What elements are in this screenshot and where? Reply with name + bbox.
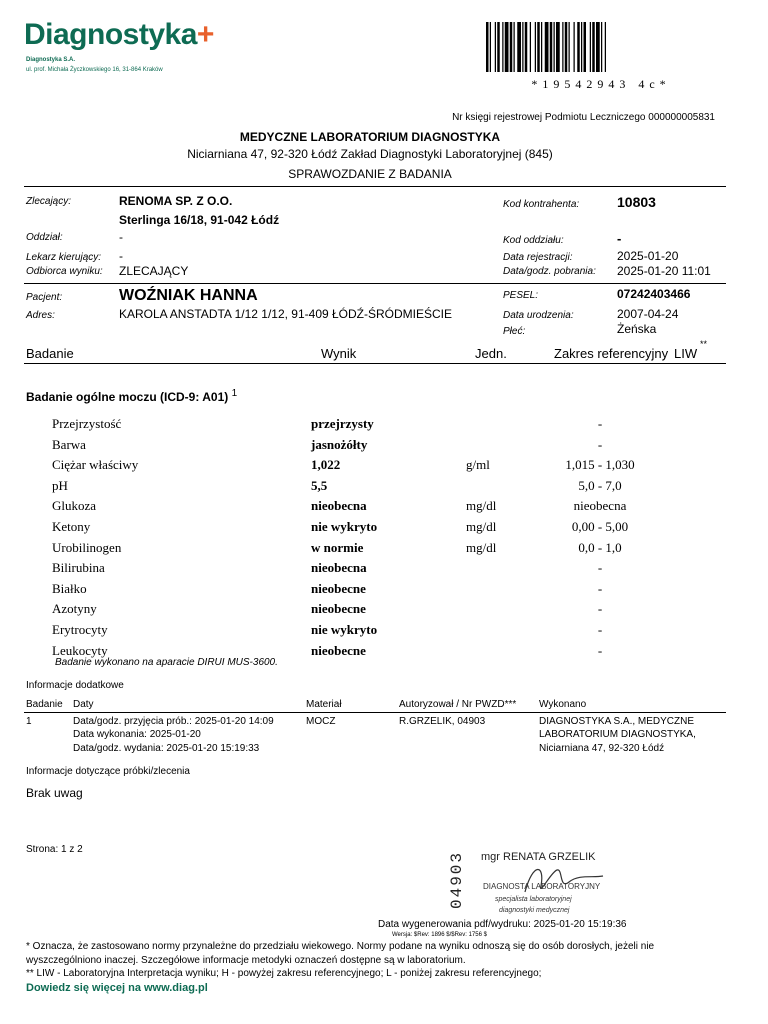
add-col-wykonano: Wykonano (539, 699, 587, 710)
test-name: Białko (52, 580, 87, 596)
divider (24, 712, 726, 713)
add-row-date-issued: Data/godz. wydania: 2025-01-20 15:19:33 (73, 743, 260, 754)
barcode-bar (486, 22, 489, 72)
barcode-bar (592, 22, 595, 72)
add-row-authorized: R.GRZELIK, 04903 (399, 716, 486, 727)
test-result: nieobecne (311, 601, 366, 617)
barcode-bar (522, 22, 523, 72)
section-title: Badanie ogólne moczu (ICD-9: A01) $^1$ (26, 388, 238, 404)
test-result: 5,5 (311, 477, 328, 493)
zlecajacy-name: RENOMA SP. Z O.O. (119, 194, 233, 208)
additional-title: Informacje dodatkowe (26, 680, 124, 691)
barcode-bar (569, 22, 570, 72)
test-result: przejrzysty (311, 416, 374, 431)
col-wynik: Wynik (321, 346, 357, 361)
barcode-bar (505, 22, 509, 72)
test-range: 0,0 - 1,0 (578, 539, 622, 555)
test-range: 1,015 - 1,030 (565, 457, 635, 473)
lab-address: Niciarniana 47, 92-320 Łódź Zakład Diagnostyki Laboratoryjnej (845) (187, 147, 553, 161)
page-number: Strona: 1 z 2 (26, 844, 83, 855)
col-liw: LIW (674, 346, 698, 361)
barcode-bar (525, 22, 528, 72)
test-name: Erytrocyty (52, 622, 108, 637)
test-range: - (597, 560, 603, 576)
barcode-bar (545, 22, 549, 72)
barcode-bar (541, 22, 542, 72)
plus-icon: + (196, 18, 214, 51)
test-unit: mg/dl (466, 539, 497, 555)
stamp-line3: diagnostyki medycznej (499, 907, 570, 914)
pesel-label: PESEL: (503, 290, 539, 301)
add-col-autoryzowal: Autoryzował / Nr PWZD*** (399, 699, 517, 710)
add-row-material: MOCZ (306, 716, 336, 727)
barcode-bar (495, 22, 496, 72)
liw-footnote-mark: ** (700, 339, 708, 349)
data-pobrania-label: Data/godz. pobrania: (503, 266, 596, 277)
divider (24, 363, 726, 364)
barcode-bar (510, 22, 513, 72)
col-badanie: Badanie (26, 346, 74, 361)
test-name: pH (52, 477, 68, 493)
barcode-image (486, 22, 716, 72)
lekarz: - (119, 249, 123, 263)
add-row-date-received: Data/godz. przyjęcia prób.: 2025-01-20 14:09 (73, 716, 274, 727)
patient-address: KAROLA ANSTADTA 1/12 1/12, 91-409 ŁÓDŹ-ŚRÓDMIEŚCIE (119, 307, 453, 321)
barcode-bar (490, 22, 491, 72)
test-range: nieobecna (573, 498, 627, 514)
signature-stamp (448, 842, 643, 922)
footnote-2: wyszczególniono inaczej. Szczegółowe informacje metodyki oznaczeń dostępne są w laboratorium. (26, 955, 466, 966)
barcode-bar (556, 22, 560, 72)
odbiorca-label: Odbiorca wyniku: (26, 266, 103, 277)
company-address: ul. prof. Michała Życzkowskiego 16, 31-864 Kraków (26, 67, 163, 73)
add-col-badanie: Badanie (26, 699, 63, 710)
add-row-performed-2: LABORATORIUM DIAGNOSTYKA, (539, 729, 696, 740)
data-rejestracji-label: Data rejestracji: (503, 252, 573, 263)
data-urodzenia: 2007-04-24 (617, 307, 679, 321)
barcode-bar (584, 22, 587, 72)
test-name: Przejrzystość (52, 416, 122, 431)
barcode-bar (502, 22, 503, 72)
barcode-bar (562, 22, 563, 72)
section-footnote: 1 (231, 388, 238, 399)
barcode-bar (590, 22, 591, 72)
col-jedn: Jedn. (475, 346, 507, 361)
kod-kontrahenta: 10803 (617, 194, 656, 210)
barcode-bar (497, 22, 500, 72)
barcode-bar (581, 22, 582, 72)
divider (24, 186, 726, 187)
test-range: - (597, 580, 603, 596)
add-row-date-performed: Data wykonania: 2025-01-20 (73, 729, 201, 740)
generated-date: Data wygenerowania pdf/wydruku: 2025-01-20 15:19:36 (378, 919, 627, 930)
pacjent-label: Pacjent: (26, 292, 63, 303)
test-result: nieobecne (311, 580, 366, 596)
test-result: jasnożółty (311, 436, 368, 452)
test-name: Glukoza (52, 498, 97, 514)
test-name: Leukocyty (52, 642, 108, 658)
report-title: SPRAWOZDANIE Z BADANIA (288, 167, 452, 181)
barcode-bar (605, 22, 606, 72)
barcode-bar (550, 22, 553, 72)
footnote-3: ** LIW - Laboratoryjna Interpretacja wyniku; H - powyżej zakresu referencyjnego; L - poniżej zakresu referencyjnego; (26, 968, 542, 979)
lekarz-label: Lekarz kierujący: (26, 252, 102, 263)
stamp-line2: specjalista laboratoryjnej (495, 896, 572, 903)
stamp-name: mgr RENATA GRZELIK (481, 851, 596, 863)
barcode-text: *19542943 4c* (531, 77, 671, 91)
sample-info-text: Brak uwag (26, 786, 83, 800)
barcode-bar (530, 22, 531, 72)
adres-label: Adres: (26, 310, 55, 321)
barcode-bar (596, 22, 600, 72)
data-urodzenia-label: Data urodzenia: (503, 310, 574, 321)
barcode-bar (517, 22, 521, 72)
test-range: - (597, 622, 603, 637)
footnote-1: * Oznacza, że zastosowano normy przynależne do przedziału wiekowego. Normy podane na wyniku odnoszą się do osób dorosłych, jeżeli nie (26, 941, 655, 952)
barcode-bar (514, 22, 515, 72)
data-pobrania: 2025-01-20 11:01 (617, 264, 711, 278)
add-row-performed-1: DIAGNOSTYKA S.A., MEDYCZNE (539, 716, 695, 727)
data-rejestracji: 2025-01-20 (617, 249, 679, 263)
test-range: - (597, 642, 603, 658)
barcode-bar (537, 22, 540, 72)
barcode-bar (574, 22, 575, 72)
register-number: Nr księgi rejestrowej Podmiotu Leczniczego 000000005831 (452, 112, 715, 123)
test-range: 0,00 - 5,00 (571, 519, 629, 534)
device-note: Badanie wykonano na aparacie DIRUI MUS-3600. (55, 657, 278, 668)
pesel: 07242403466 (617, 287, 691, 301)
kod-oddzialu: - (617, 231, 622, 246)
barcode-bar (535, 22, 536, 72)
plec-label: Płeć: (503, 326, 526, 337)
test-result: nie wykryto (311, 519, 378, 534)
kod-oddzialu-label: Kod oddziału: (503, 235, 564, 246)
oddzial-label: Oddział: (26, 232, 63, 243)
company-name: Diagnostyka S.A. (26, 57, 76, 63)
test-result: 1,022 (311, 457, 341, 473)
barcode-bar (577, 22, 580, 72)
oddzial: - (119, 230, 123, 244)
col-zakres: Zakres referencyjny (554, 346, 669, 361)
divider (24, 283, 726, 284)
barcode-bar (565, 22, 568, 72)
test-unit: mg/dl (466, 498, 497, 514)
zlecajacy-label: Zlecający: (26, 196, 72, 207)
company-logo: Diagnostyka+ (24, 18, 214, 51)
stamp-title: DIAGNOSTA LABORATORYJNY (483, 882, 601, 891)
website-link[interactable]: Dowiedz się więcej na www.diag.pl (26, 982, 208, 994)
version: Wersja: $Rev: 1896 $/$Rev: 1756 $ (392, 932, 487, 938)
add-col-daty: Daty (73, 699, 94, 710)
test-name: Urobilinogen (52, 539, 122, 555)
odbiorca: ZLECAJĄCY (119, 264, 189, 278)
kod-kontrahenta-label: Kod kontrahenta: (503, 199, 580, 210)
test-name: Barwa (52, 436, 86, 452)
add-col-material: Materiał (306, 699, 342, 710)
stamp-number: 04903 (448, 850, 466, 910)
test-range: - (597, 416, 603, 431)
test-range: 5,0 - 7,0 (578, 477, 622, 493)
test-result: nieobecna (311, 560, 367, 576)
test-name: Ciężar właściwy (52, 457, 139, 473)
sample-info-title: Informacje dotyczące próbki/zlecenia (26, 766, 190, 777)
plec: Żeńska (617, 322, 657, 336)
test-range: - (597, 601, 603, 617)
test-name: Ketony (52, 519, 91, 534)
test-result: nieobecne (311, 642, 366, 658)
barcode-bar (601, 22, 602, 72)
lab-name: MEDYCZNE LABORATORIUM DIAGNOSTYKA (239, 130, 501, 144)
zlecajacy-address: Sterlinga 16/18, 91-042 Łódź (119, 213, 280, 227)
add-row-performed-3: Niciarniana 47, 92-320 Łódź (539, 743, 665, 754)
patient-name: WOŹNIAK HANNA (119, 287, 258, 304)
test-name: Azotyny (52, 601, 97, 617)
add-row-number: 1 (26, 716, 32, 727)
test-unit: g/ml (466, 457, 490, 473)
test-result: nieobecna (311, 498, 367, 514)
barcode-bar (554, 22, 555, 72)
test-unit: mg/dl (466, 519, 497, 534)
test-result: w normie (311, 539, 364, 555)
test-range: - (597, 436, 603, 452)
test-name: Bilirubina (52, 560, 105, 576)
test-result: nie wykryto (311, 622, 378, 637)
